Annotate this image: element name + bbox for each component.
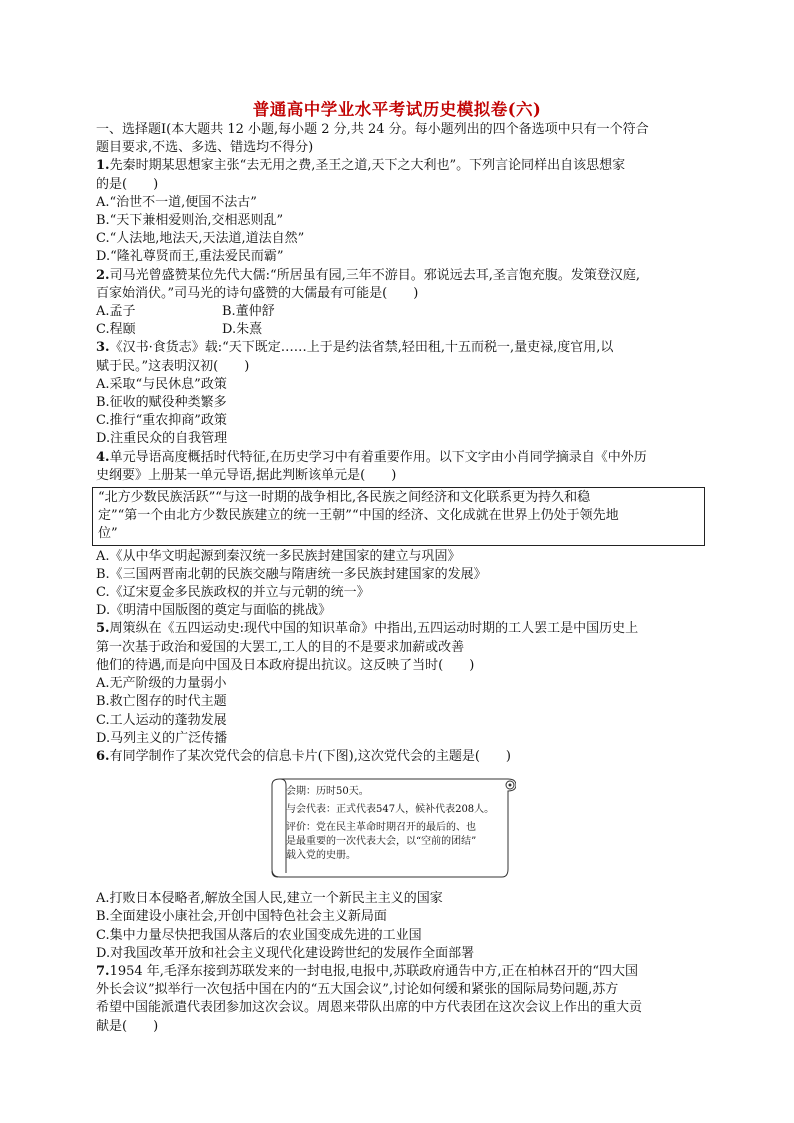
option-c[interactable]: C.程颐 (96, 322, 136, 338)
question-number: 4. (96, 449, 110, 465)
option-a[interactable]: A.“治世不一道,便国不法古” (96, 194, 257, 210)
option-b[interactable]: B.全面建设小康社会,开创中国特色社会主义新局面 (96, 909, 387, 925)
question-number: 1. (96, 158, 110, 174)
option-b[interactable]: B.征收的赋役种类繁多 (96, 395, 227, 411)
option-d[interactable]: D.“隆礼尊贤而王,重法爱民而霸” (96, 249, 284, 265)
section-heading-line1: 一、选择题Ⅰ(本大题共 12 小题,每小题 2 分,共 24 分。每小题列出的四个备选项中只有一个符合 (96, 122, 649, 137)
question-stem (96, 963, 696, 1036)
quote-box (92, 487, 705, 546)
option-d[interactable]: D.马列主义的广泛传播 (96, 730, 228, 746)
page-title: 普通高中学业水平考试历史模拟卷(六) (252, 100, 542, 119)
question-number: 7. (96, 963, 110, 979)
question-1 (96, 157, 696, 266)
option-a[interactable]: A.采取“与民休息”政策 (96, 376, 227, 392)
card-evaluation-line: 评价：党在民主革命时期召开的最后的、也 (286, 822, 476, 834)
card-evaluation-line: 载入党的史册。 (286, 850, 356, 862)
option-c[interactable]: C.推行“重农抑商”政策 (96, 413, 227, 429)
info-card-text (286, 785, 508, 863)
question-text-line: 史纲要》上册某一单元导语,据此判断该单元是( ) (96, 467, 397, 483)
card-duration: 会期：历时50天。 (286, 786, 369, 798)
question-text-line: 单元导语高度概括时代特征,在历史学习中有着重要作用。以下文字由小肖同学摘录自《中外历 (109, 449, 647, 465)
option-c[interactable]: C.《辽宋夏金多民族政权的并立与元朝的统一》 (96, 585, 370, 601)
question-text-line: 先秦时期某思想家主张“去无用之费,圣王之道,天下之大利也”。下列言论同样出自该思想家 (109, 158, 626, 174)
quote-line: 位” (98, 526, 118, 542)
question-text-line: 百家始消伏。”司马光的诗句盛赞的大儒最有可能是( ) (96, 285, 419, 301)
question-7 (96, 963, 696, 1036)
question-6 (96, 748, 696, 963)
question-number: 6. (96, 748, 110, 764)
question-number: 3. (96, 340, 110, 356)
question-3 (96, 339, 696, 448)
option-a[interactable]: A.《从中华文明起源到秦汉统一多民族封建国家的建立与巩固》 (96, 548, 461, 564)
exam-content (96, 121, 696, 1036)
quote-line: “北方少数民族活跃”“与这一时期的战争相比,各民族之间经济和文化联系更为持久和稳 (98, 490, 591, 506)
option-c[interactable]: C.工人运动的蓬勃发展 (96, 712, 227, 728)
option-a[interactable]: A.打败日本侵略者,解放全国人民,建立一个新民主主义的国家 (96, 891, 443, 907)
option-b[interactable]: B.“天下兼相爱则治,交相恶则乱” (96, 213, 284, 229)
card-delegates: 与会代表：正式代表547人，候补代表208人。 (286, 804, 495, 816)
option-c[interactable]: C.集中力量尽快把我国从落后的农业国变成先进的工业国 (96, 927, 422, 943)
options-row (96, 303, 696, 321)
question-4 (96, 449, 696, 621)
option-a[interactable]: A.孟子 (96, 304, 136, 320)
question-text-line: 《汉书·食货志》载:“天下既定……上于是约法省禁,轻田租,十五而税一,量吏禄,度官用,以 (109, 340, 614, 356)
question-stem (96, 157, 696, 193)
question-text-line: 司马光曾盛赞某位先代大儒:“所居虽有园,三年不游目。邪说远去耳,圣言饱充腹。发策登汉庭, (109, 267, 641, 283)
card-evaluation-line: 是最重要的一次代表大会，以“空前的团结” (286, 836, 477, 848)
question-text-line: 的是( ) (96, 176, 159, 192)
info-card (270, 773, 516, 877)
option-d[interactable]: D.注重民众的自我管理 (96, 431, 228, 447)
question-text-line: 1954 年,毛泽东接到苏联发来的一封电报,电报中,苏联政府通告中方,正在柏林召开的“四大国 (109, 963, 638, 979)
question-text-line: 他们的待遇,而是向中国及日本政府提出抗议。这反映了当时( ) (96, 657, 475, 673)
option-a[interactable]: A.无产阶级的力量弱小 (96, 676, 227, 692)
question-text-line: 第一次基于政治和爱国的大罢工,工人的目的不是要求加薪或改善 (96, 639, 465, 655)
question-stem (96, 620, 696, 675)
question-stem (96, 339, 696, 375)
option-d[interactable]: D.朱熹 (222, 322, 263, 338)
question-5 (96, 620, 696, 747)
question-text-line: 周策纵在《五四运动史:现代中国的知识革命》中指出,五四运动时期的工人罢工是中国历史上 (109, 621, 639, 637)
question-text-line: 有同学制作了某次党代会的信息卡片(下图),这次党代会的主题是( ) (109, 748, 511, 764)
question-stem (96, 267, 696, 303)
question-text-line: 外长会议”拟举行一次包括中国在内的“五大国会议”,讨论如何缓和紧张的国际局势问题,苏方 (96, 982, 619, 998)
question-stem (96, 449, 696, 485)
option-c[interactable]: C.“人法地,地法天,天法道,道法自然” (96, 231, 305, 247)
info-card-figure (96, 769, 696, 887)
option-d[interactable]: D.《明清中国版图的奠定与面临的挑战》 (96, 603, 332, 619)
quote-line: 定”“第一个由北方少数民族建立的统一王朝”“中国的经济、文化成就在世界上仍处于领先地 (98, 508, 619, 524)
option-b[interactable]: B.救亡图存的时代主题 (96, 694, 227, 710)
section-heading (96, 121, 696, 157)
option-b[interactable]: B.董仲舒 (222, 304, 275, 320)
question-text-line: 希望中国能派遣代表团参加这次会议。周恩来带队出席的中方代表团在这次会议上作出的重大贡 (96, 1000, 643, 1016)
option-b[interactable]: B.《三国两晋南北朝的民族交融与隋唐统一多民族封建国家的发展》 (96, 566, 487, 582)
section-heading-line2: 题目要求,不选、多选、错选均不得分) (96, 140, 314, 156)
question-number: 5. (96, 621, 110, 637)
options-row (96, 321, 696, 339)
option-d[interactable]: D.对我国改革开放和社会主义现代化建设跨世纪的发展作全面部署 (96, 945, 475, 961)
question-2 (96, 267, 696, 340)
question-text-line: 赋于民。”这表明汉初( ) (96, 358, 250, 374)
question-text-line: 献是( ) (96, 1018, 159, 1034)
question-number: 2. (96, 267, 110, 283)
question-stem (96, 748, 696, 766)
